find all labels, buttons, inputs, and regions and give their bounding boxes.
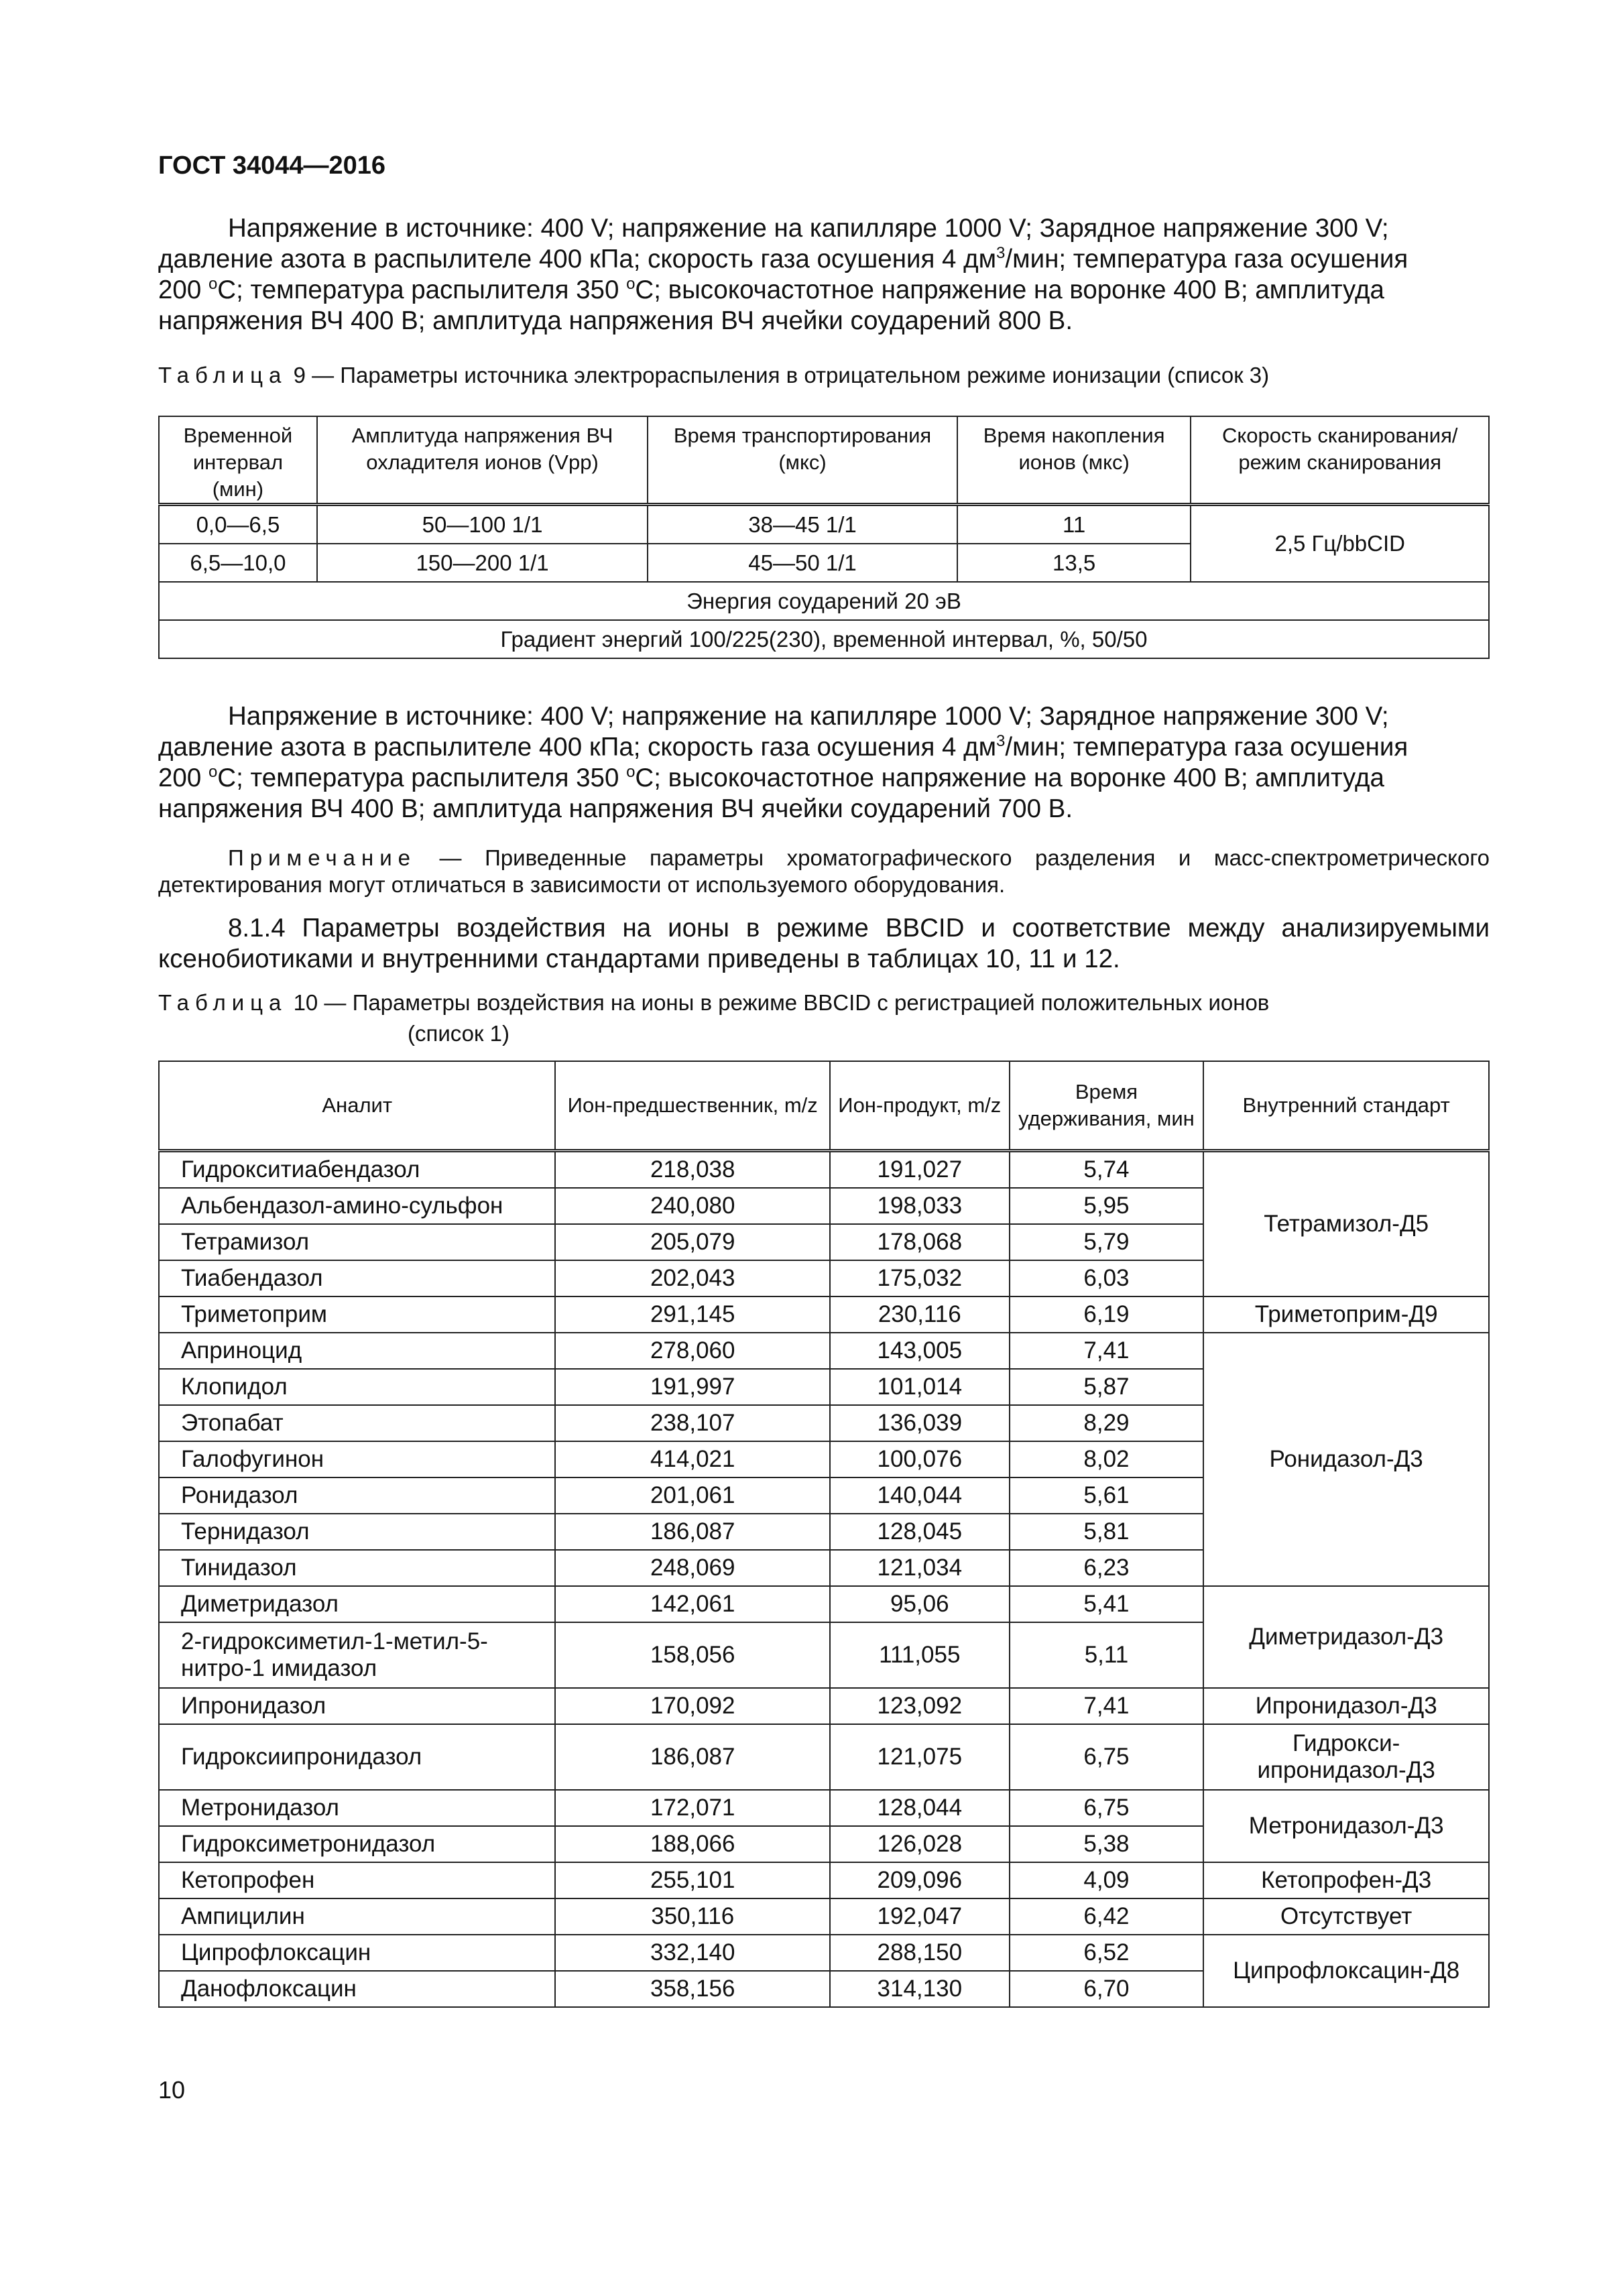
table-row: Альбендазол-амино-сульфон 240,080 198,033 5,95 <box>159 1188 1489 1224</box>
table10-header: Время удерживания, мин <box>1010 1061 1204 1151</box>
internal-standard: Ронидазол-Д3 <box>1203 1333 1489 1586</box>
table10-header: Ион-предшественник, m/z <box>555 1061 830 1151</box>
table-row <box>159 620 1489 658</box>
table9-energy: Энергия соударений 20 эВ <box>159 582 1489 620</box>
table-9 <box>158 416 1490 659</box>
table-row <box>159 582 1489 620</box>
table-row: 2-гидроксиметил-1-метил-5-нитро-1 имидазол 158,056 111,055 5,11 <box>159 1622 1489 1688</box>
internal-standard: Отсутствует <box>1203 1898 1489 1935</box>
internal-standard: Метронидазол-Д3 <box>1203 1790 1489 1862</box>
table-row: 0,0—6,5 50—100 1/1 38—45 1/1 11 2,5 Гц/bbCID <box>159 505 1489 544</box>
table-10 <box>158 1061 1490 2008</box>
table-row: Ампицилин 350,116 192,047 6,42 Отсутствует <box>159 1898 1489 1935</box>
table9-gradient: Градиент энергий 100/225(230), временной интервал, %, 50/50 <box>159 620 1489 658</box>
internal-standard: Гидрокси-ипронидазол-Д3 <box>1203 1724 1489 1790</box>
internal-standard: Диметридазол-Д3 <box>1203 1586 1489 1688</box>
table-row: Метронидазол 172,071 128,044 6,75 Метронидазол-Д3 <box>159 1790 1489 1826</box>
table10-caption-line2: (список 1) <box>408 1021 509 1046</box>
table-row: Ронидазол 201,061 140,044 5,61 <box>159 1477 1489 1514</box>
note: Примечание — Приведенные параметры хроматографического разделения и масс-спектрометрического детектирования могут отличаться в зависимости от используемого оборудования. <box>158 845 1490 897</box>
table-row: Тернидазол 186,087 128,045 5,81 <box>159 1514 1489 1550</box>
table-row: Клопидол 191,997 101,014 5,87 <box>159 1369 1489 1405</box>
internal-standard: Тетрамизол-Д5 <box>1203 1151 1489 1297</box>
table-row: Ципрофлоксацин 332,140 288,150 6,52 Ципрофлоксацин-Д8 <box>159 1935 1489 1971</box>
document-header: ГОСТ 34044—2016 <box>158 152 386 180</box>
table9-header: Временной интервал (мин) <box>159 416 317 505</box>
table-row: Тинидазол 248,069 121,034 6,23 <box>159 1550 1489 1586</box>
table10-header: Аналит <box>159 1061 555 1151</box>
table9-header: Амплитуда напряжения ВЧ охладителя ионов (Vpp) <box>317 416 648 505</box>
table-row: Гидроксиипронидазол 186,087 121,075 6,75 Гидрокси-ипронидазол-Д3 <box>159 1724 1489 1790</box>
paragraph-source-settings-1: Напряжение в источнике: 400 V; напряжение на капилляре 1000 V; Зарядное напряжение 300 V; давление азота в распылителе 400 кПа; скорость газа осушения 4 $дм^3$/мин; температура газа осушения 200 $^о$С; температура распылителя 350 $^о$С; высокочастотное напряжение на воронке 400 В; амплитуда напряжения ВЧ 400 В; амплитуда напряжения ВЧ ячейки соударений 800 В. <box>158 214 1408 335</box>
table9-caption: Таблица 9 — Параметры источника электрораспыления в отрицательном режиме ионизации (список 3) <box>158 363 1270 387</box>
table-row: Этопабат 238,107 136,039 8,29 <box>159 1405 1489 1441</box>
table-row: 6,5—10,0 150—200 1/1 45—50 1/1 13,5 <box>159 544 1489 582</box>
internal-standard: Ипронидазол-Д3 <box>1203 1688 1489 1724</box>
table-row: Кетопрофен 255,101 209,096 4,09 Кетопрофен-Д3 <box>159 1862 1489 1898</box>
table-row: Тетрамизол 205,079 178,068 5,79 <box>159 1224 1489 1260</box>
table-row: Тиабендазол 202,043 175,032 6,03 <box>159 1260 1489 1296</box>
table9-scan-mode: 2,5 Гц/bbCID <box>1191 505 1489 583</box>
table9-header: Время накопления ионов (мкс) <box>957 416 1191 505</box>
table-row: Гидроксиметронидазол 188,066 126,028 5,38 <box>159 1826 1489 1862</box>
table-row: Диметридазол 142,061 95,06 5,41 Диметридазол-Д3 <box>159 1586 1489 1622</box>
table-row: Ипронидазол 170,092 123,092 7,41 Ипронидазол-Д3 <box>159 1688 1489 1724</box>
table-row: Априноцид 278,060 143,005 7,41 Ронидазол-Д3 <box>159 1333 1489 1369</box>
table-row: Триметоприм 291,145 230,116 6,19 Триметоприм-Д9 <box>159 1296 1489 1333</box>
table-row: Гидрокситиабендазол 218,038 191,027 5,74 Тетрамизол-Д5 <box>159 1151 1489 1189</box>
internal-standard: Триметоприм-Д9 <box>1203 1296 1489 1333</box>
table-row: Данофлоксацин 358,156 314,130 6,70 <box>159 1971 1489 2007</box>
internal-standard: Кетопрофен-Д3 <box>1203 1862 1489 1898</box>
internal-standard: Ципрофлоксацин-Д8 <box>1203 1935 1489 2007</box>
paragraph-source-settings-2: Напряжение в источнике: 400 V; напряжение на капилляре 1000 V; Зарядное напряжение 300 V; давление азота в распылителе 400 кПа; скорость газа осушения 4 $дм^3$/мин; температура газа осушения 200 $^о$С; температура распылителя 350 $^о$С; высокочастотное напряжение на воронке 400 В; амплитуда напряжения ВЧ 400 В; амплитуда напряжения ВЧ ячейки соударений 700 В. <box>158 702 1408 823</box>
table10-header: Ион-продукт, m/z <box>830 1061 1010 1151</box>
page-number: 10 <box>158 2076 186 2104</box>
table10-caption: Таблица 10 — Параметры воздействия на ионы в режиме BBCID с регистрацией положительных ионов <box>158 990 1270 1015</box>
section-8-1-4: 8.1.4 Параметры воздействия на ионы в режиме BBCID и соответствие между анализируемыми ксенобиотиками и внутренними стандартами приведены в таблицах 10, 11 и 12. <box>158 914 1490 973</box>
table10-header: Внутренний стандарт <box>1203 1061 1489 1151</box>
table-row: Галофугинон 414,021 100,076 8,02 <box>159 1441 1489 1477</box>
table9-header: Время транспортирования (мкс) <box>648 416 957 505</box>
table9-header: Скорость сканирования/ режим сканирования <box>1191 416 1489 505</box>
